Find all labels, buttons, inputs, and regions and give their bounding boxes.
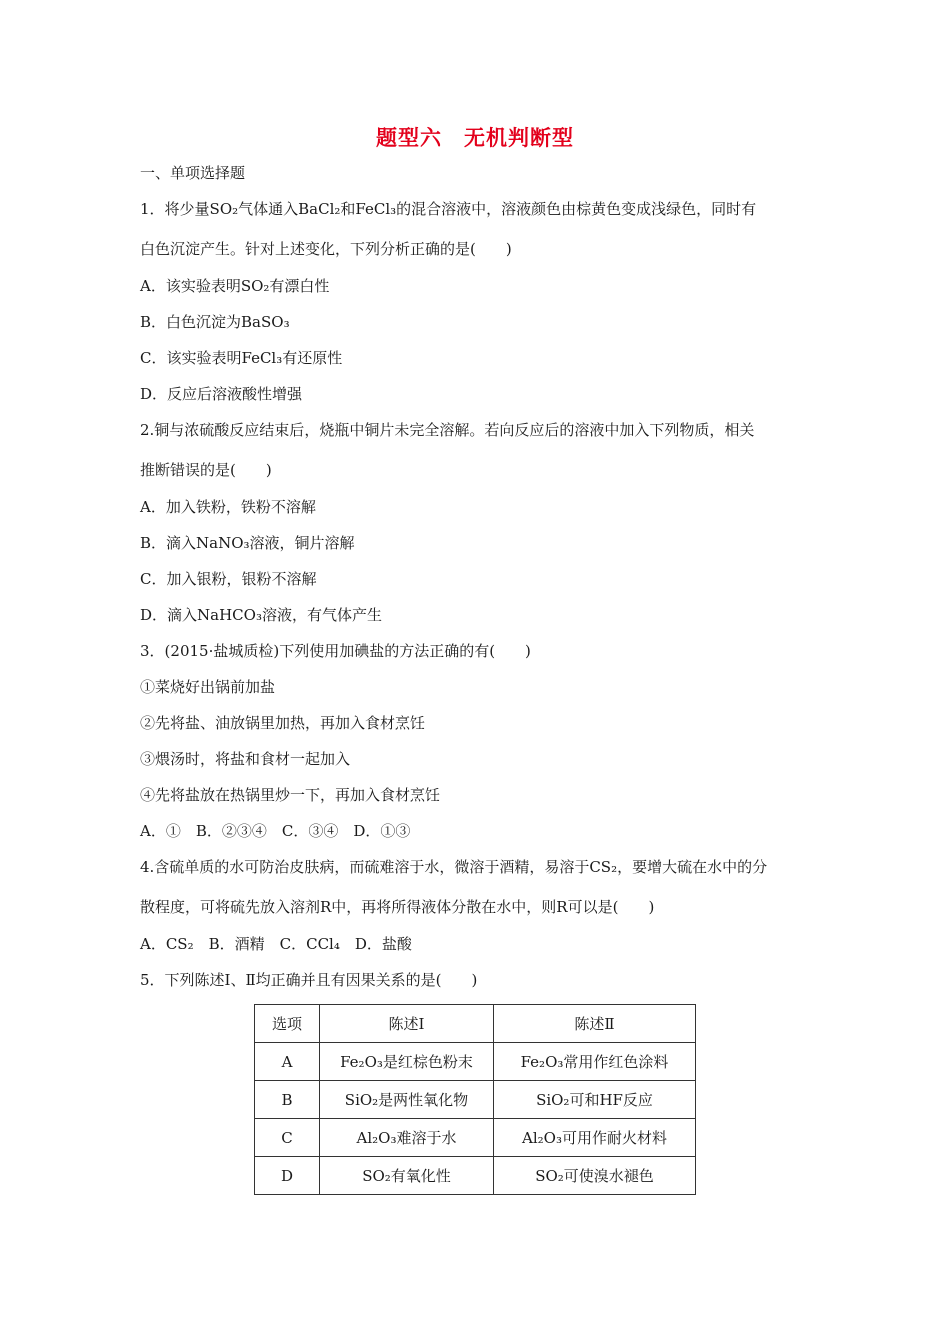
question-4-options: A．CS₂ B．酒精 C．CCl₄ D．盐酸 xyxy=(140,935,412,953)
table-header-cell: 选项 xyxy=(255,1005,320,1043)
table-cell: B xyxy=(255,1081,320,1119)
question-3-item-3: ③煨汤时，将盐和食材一起加入 xyxy=(140,750,351,768)
question-2-stem-line-1: 2.铜与浓硫酸反应结束后，烧瓶中铜片未完全溶解。若向反应后的溶液中加入下列物质，相关 xyxy=(140,421,755,439)
question-2-option-d: D．滴入NaHCO₃溶液，有气体产生 xyxy=(140,606,382,624)
statement-table xyxy=(254,1004,696,1195)
section-heading: 一、单项选择题 xyxy=(140,164,246,182)
table-cell: Al₂O₃难溶于水 xyxy=(320,1119,494,1157)
question-3-stem: 3．(2015·盐城质检)下列使用加碘盐的方法正确的有( ) xyxy=(140,642,531,660)
table-header-cell: 陈述Ⅱ xyxy=(494,1005,696,1043)
table-cell: A xyxy=(255,1043,320,1081)
table-row xyxy=(255,1119,696,1157)
table-row xyxy=(255,1157,696,1195)
table-row xyxy=(255,1043,696,1081)
page-title: 题型六 无机判断型 xyxy=(376,126,574,150)
question-1-option-d: D．反应后溶液酸性增强 xyxy=(140,385,303,403)
question-3-item-4: ④先将盐放在热锅里炒一下，再加入食材烹饪 xyxy=(140,786,441,804)
table-row xyxy=(255,1081,696,1119)
table-header-cell: 陈述Ⅰ xyxy=(320,1005,494,1043)
question-1-stem-line-2: 白色沉淀产生。针对上述变化，下列分析正确的是( ) xyxy=(140,240,512,258)
question-2-option-c: C．加入银粉，银粉不溶解 xyxy=(140,570,317,588)
question-4-stem-line-1: 4.含硫单质的水可防治皮肤病，而硫难溶于水，微溶于酒精，易溶于CS₂，要增大硫在水中的分 xyxy=(140,858,768,876)
question-3-item-2: ②先将盐、油放锅里加热，再加入食材烹饪 xyxy=(140,714,426,732)
question-2-option-a: A．加入铁粉，铁粉不溶解 xyxy=(140,498,316,516)
table-cell: Al₂O₃可用作耐火材料 xyxy=(494,1119,696,1157)
question-2-stem-line-2: 推断错误的是( ) xyxy=(140,461,272,479)
question-1-option-c: C．该实验表明FeCl₃有还原性 xyxy=(140,349,343,367)
question-1-stem-line-1: 1．将少量SO₂气体通入BaCl₂和FeCl₃的混合溶液中，溶液颜色由棕黄色变成浅绿色，同时有 xyxy=(140,200,757,218)
question-1-option-b: B．白色沉淀为BaSO₃ xyxy=(140,313,290,331)
table-cell: D xyxy=(255,1157,320,1195)
table-cell: Fe₂O₃常用作红色涂料 xyxy=(494,1043,696,1081)
question-3-options: A．① B．②③④ C．③④ D．①③ xyxy=(140,822,411,840)
table-cell: SiO₂是两性氧化物 xyxy=(320,1081,494,1119)
table-cell: SO₂有氧化性 xyxy=(320,1157,494,1195)
question-3-item-1: ①菜烧好出锅前加盐 xyxy=(140,678,276,696)
table-cell: SO₂可使溴水褪色 xyxy=(494,1157,696,1195)
table-cell: Fe₂O₃是红棕色粉末 xyxy=(320,1043,494,1081)
question-5-stem: 5．下列陈述Ⅰ、Ⅱ均正确并且有因果关系的是( ) xyxy=(140,971,478,989)
table-cell: C xyxy=(255,1119,320,1157)
table-header-row xyxy=(255,1005,696,1043)
question-4-stem-line-2: 散程度，可将硫先放入溶剂R中，再将所得液体分散在水中，则R可以是( ) xyxy=(140,898,655,916)
question-1-option-a: A．该实验表明SO₂有漂白性 xyxy=(140,277,330,295)
table-cell: SiO₂可和HF反应 xyxy=(494,1081,696,1119)
question-2-option-b: B．滴入NaNO₃溶液，铜片溶解 xyxy=(140,534,355,552)
